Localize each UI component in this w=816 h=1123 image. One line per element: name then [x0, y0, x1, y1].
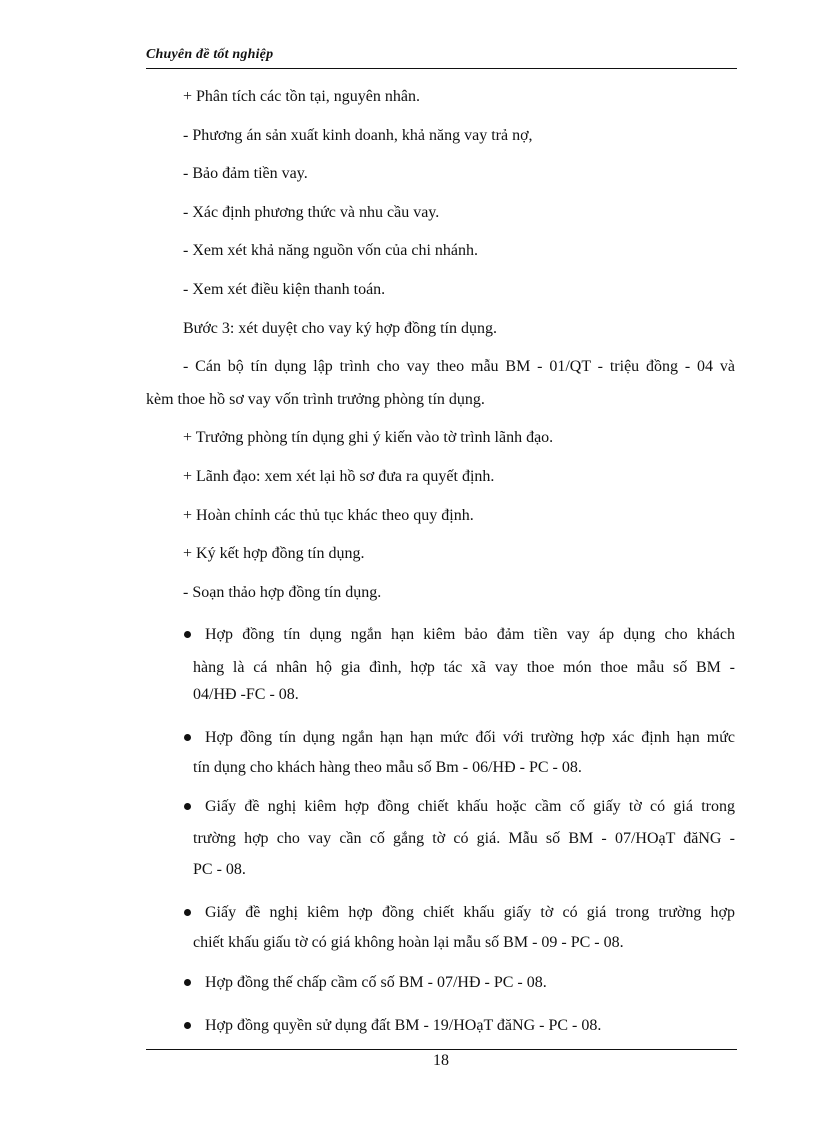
- bullet-line: PC - 08.: [193, 861, 246, 878]
- text-line: - Soạn thảo hợp đồng tín dụng.: [183, 584, 382, 601]
- bullet-icon: [184, 803, 191, 810]
- bullet-line: tín dụng cho khách hàng theo mẫu số Bm - 06/HĐ - PC - 08.: [193, 759, 582, 776]
- text-line: + Phân tích các tồn tại, nguyên nhân.: [183, 88, 420, 105]
- text-line: + Ký kết hợp đồng tín dụng.: [183, 545, 365, 562]
- bullet-line: hàng là cá nhân hộ gia đình, hợp tác xã vay thoe món thoe mẫu số BM -: [193, 659, 735, 676]
- bullet-icon: [184, 631, 191, 638]
- bullet-icon: [184, 909, 191, 916]
- text-line: - Phương án sản xuất kinh doanh, khả năng vay trả nợ,: [183, 127, 533, 144]
- text-line: + Trưởng phòng tín dụng ghi ý kiến vào tờ trình lãnh đạo.: [183, 429, 554, 446]
- footer-divider: [146, 1049, 737, 1050]
- bullet-line: Hợp đồng thế chấp cầm cố số BM - 07/HĐ - PC - 08.: [205, 974, 547, 991]
- text-line: - Xem xét khả năng nguồn vốn của chi nhánh.: [183, 242, 479, 259]
- text-line: - Bảo đảm tiền vay.: [183, 165, 308, 182]
- text-line: + Hoàn chỉnh các thủ tục khác theo quy định.: [183, 507, 474, 524]
- step-heading: Bước 3: xét duyệt cho vay ký hợp đồng tín dụng.: [183, 320, 497, 337]
- paragraph-line: - Cán bộ tín dụng lập trình cho vay theo mẫu BM - 01/QT - triệu đồng - 04 và: [183, 358, 735, 375]
- bullet-line: 04/HĐ -FC - 08.: [193, 686, 299, 703]
- text-line: + Lãnh đạo: xem xét lại hồ sơ đưa ra quyết định.: [183, 468, 495, 485]
- header-divider: [146, 68, 737, 69]
- header-title: Chuyên đề tốt nghiệp: [146, 47, 274, 62]
- bullet-line: Giấy đề nghị kiêm hợp đồng chiết khấu giấy tờ có giá trong trường hợp: [205, 904, 735, 921]
- bullet-icon: [184, 979, 191, 986]
- paragraph-line: kèm thoe hồ sơ vay vốn trình trưởng phòng tín dụng.: [146, 391, 485, 408]
- bullet-icon: [184, 734, 191, 741]
- bullet-line: trường hợp cho vay cần cố gắng tờ có giá. Mẫu số BM - 07/HOạT đăNG -: [193, 830, 735, 847]
- text-line: - Xác định phương thức và nhu cầu vay.: [183, 204, 440, 221]
- bullet-line: Hợp đồng tín dụng ngắn hạn kiêm bảo đảm tiền vay áp dụng cho khách: [205, 626, 735, 643]
- bullet-icon: [184, 1022, 191, 1029]
- bullet-line: Hợp đồng tín dụng ngắn hạn hạn mức đối với trường hợp xác định hạn mức: [205, 729, 735, 746]
- text-line: - Xem xét điều kiện thanh toán.: [183, 281, 386, 298]
- bullet-line: Hợp đồng quyền sử dụng đất BM - 19/HOạT đăNG - PC - 08.: [205, 1017, 602, 1034]
- page-number: 18: [433, 1052, 449, 1069]
- bullet-line: chiết khấu giấu tờ có giá không hoàn lại mẫu số BM - 09 - PC - 08.: [193, 934, 624, 951]
- bullet-line: Giấy đề nghị kiêm hợp đồng chiết khấu hoặc cầm cố giấy tờ có giá trong: [205, 798, 735, 815]
